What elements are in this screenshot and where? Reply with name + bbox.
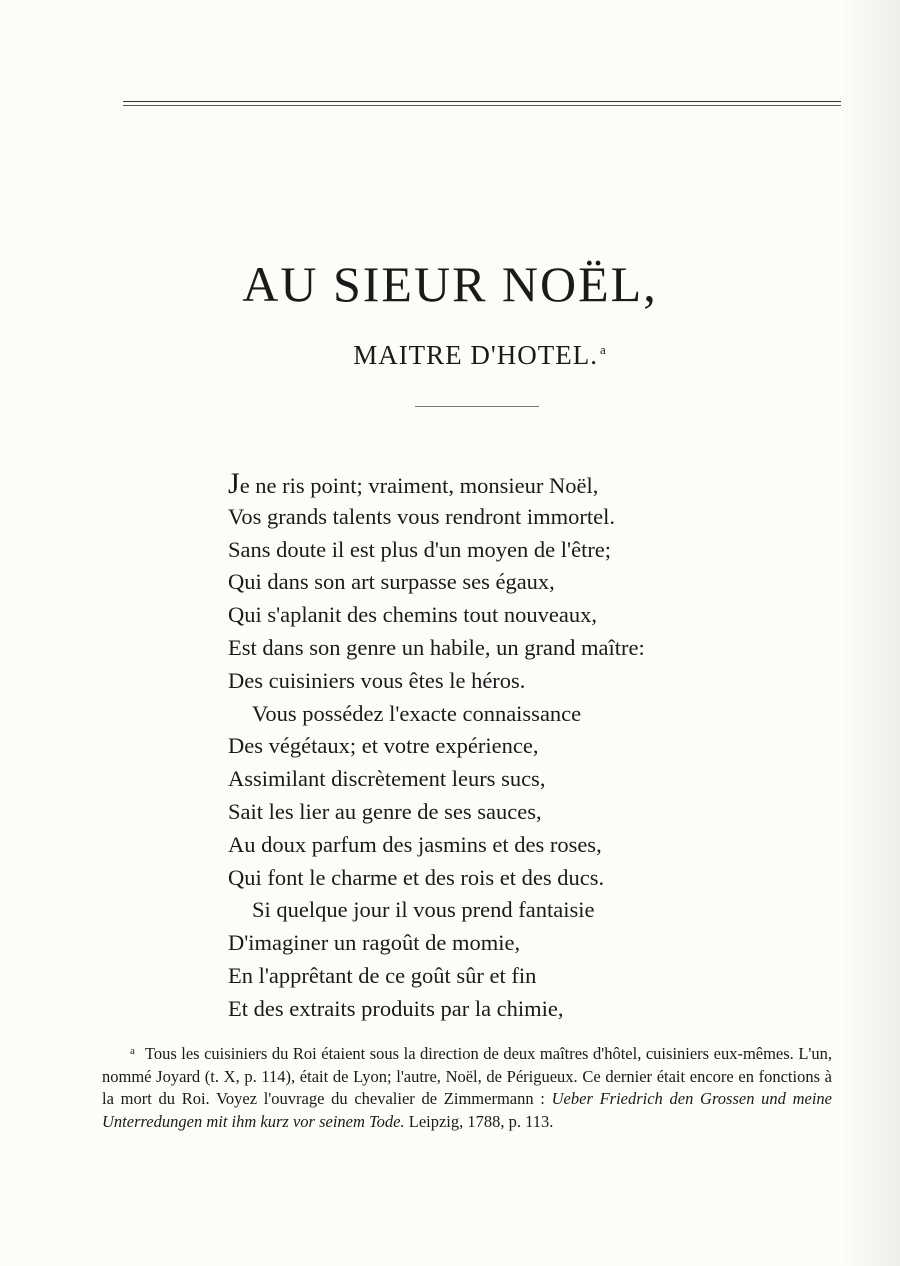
title-divider <box>415 406 539 407</box>
poem-subtitle <box>0 333 900 372</box>
poem-title: AU SIEUR NOËL, <box>242 256 658 312</box>
verse-line: Vos grands talents vous rendront immortel. <box>228 503 616 529</box>
verse-line: Assimilant discrètement leurs sucs, <box>228 766 546 792</box>
verse-line: Au doux parfum des jasmins et des roses, <box>228 831 602 857</box>
subtitle-text: MAITRE D'HOTEL. <box>353 340 599 370</box>
footnote-marker: a <box>130 1045 135 1057</box>
footnote <box>102 1040 832 1133</box>
header-double-rule <box>123 100 841 110</box>
verse-line: Des cuisiniers vous êtes le héros. <box>228 667 526 693</box>
footnote-book-title: Ueber Friedrich den Grossen und meine Unterredungen mit ihm kurz vor seinem Tode. <box>102 1089 833 1131</box>
verse-line: Si quelque jour il vous prend fantaisie <box>252 897 595 923</box>
footnote-reference: a <box>600 342 607 357</box>
verse-line: Qui s'aplanit des chemins tout nouveaux, <box>228 602 597 628</box>
footnote-citation: Leipzig, 1788, p. 113. <box>408 1111 554 1131</box>
footnote-text: Tous les cuisiniers du Roi étaient sous la direction de deux maîtres d'hôtel, cuisiniers eux-mêmes. L'un, nommé Joyard (t. X, p. 114), était de Lyon; l'autre, Noël, de Périgueux. Ce dernier était encore en fonctions à la mort du Roi. Voyez l'ouvrage du chevalier de Zimmermann : <box>102 1044 832 1108</box>
verse-line: En l'apprêtant de ce goût sûr et fin <box>228 962 537 988</box>
verse-line: Des végétaux; et votre expérience, <box>228 733 539 759</box>
verse-line: Sans doute il est plus d'un moyen de l'être; <box>228 536 612 562</box>
initial-letter: J <box>228 467 240 500</box>
poem-verse <box>228 468 788 1026</box>
verse-line: D'imaginer un ragoût de momie, <box>228 930 521 956</box>
verse-line: Je ne ris point; vraiment, monsieur Noël, <box>228 467 599 500</box>
page-edge-shadow <box>840 0 900 1266</box>
verse-line: Est dans son genre un habile, un grand maître: <box>228 634 645 660</box>
verse-line: Sait les lier au genre de ses sauces, <box>228 798 542 824</box>
verse-line: Vous possédez l'exacte connaissance <box>252 700 582 726</box>
verse-line: Et des extraits produits par la chimie, <box>228 995 564 1021</box>
verse-line: Qui dans son art surpasse ses égaux, <box>228 569 555 595</box>
verse-line: Qui font le charme et des rois et des ducs. <box>228 864 605 890</box>
